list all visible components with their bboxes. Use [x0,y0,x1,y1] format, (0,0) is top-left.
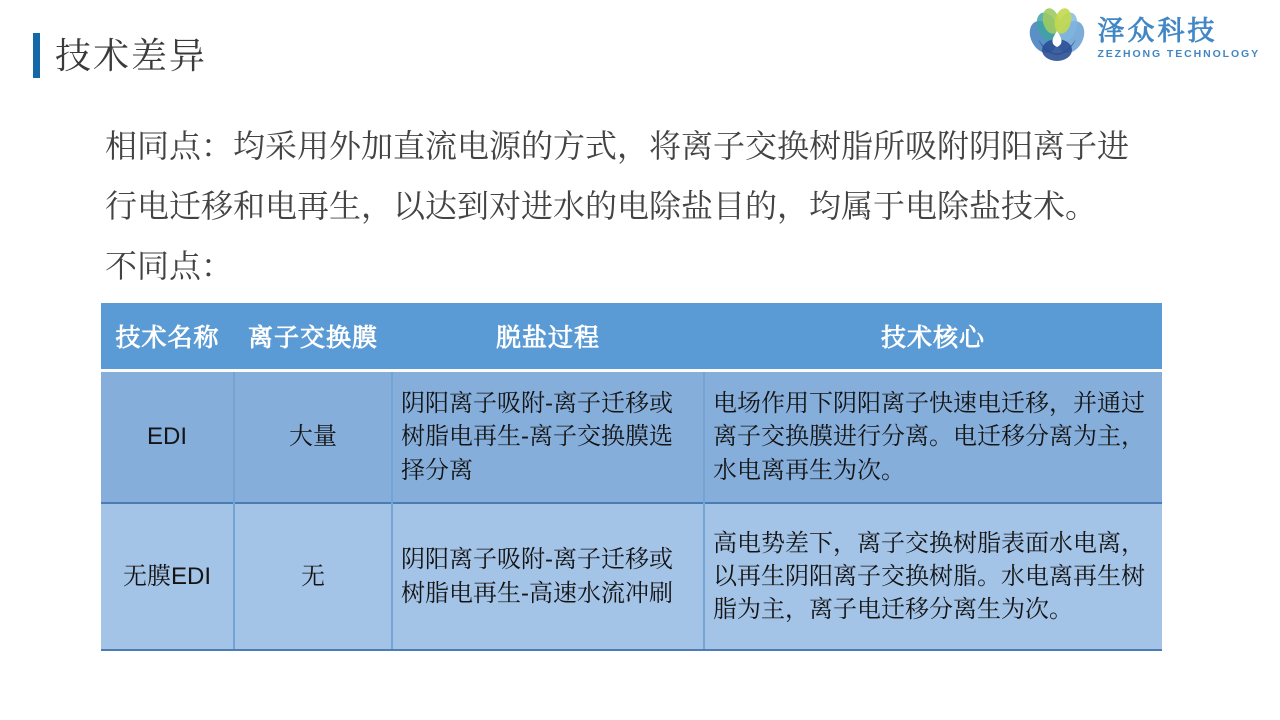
cell-edi-name: EDI [101,371,234,504]
logo-company-name-en: ZEZHONG TECHNOLOGY [1097,48,1260,60]
header-tech-name: 技术名称 [101,303,234,371]
cell-edi-process: 阴阳离子吸附-离子迁移或树脂电再生-离子交换膜选择分离 [392,371,704,504]
slide-title-block [33,33,207,78]
table-header-row [101,303,1162,371]
logo-company-name: 泽众科技 [1097,16,1218,46]
cell-mledi-core: 高电势差下，离子交换树脂表面水电离，以再生阴阳离子交换树脂。水电离再生树脂为主，离子电迁移分离生为次。 [704,503,1162,650]
header-tech-core: 技术核心 [704,303,1162,371]
logo-text-block [1097,16,1260,60]
title-accent-bar [33,33,40,78]
table-row-edi [101,371,1162,504]
page-title: 技术差异 [55,35,208,76]
cell-mledi-process: 阴阳离子吸附-离子迁移或树脂电再生-高速水流冲刷 [392,503,704,650]
lotus-waterdrop-logo-icon [1025,6,1089,70]
header-desalination-process: 脱盐过程 [392,303,704,371]
cell-mledi-name: 无膜EDI [101,503,234,650]
header-ion-exchange-membrane: 离子交换膜 [234,303,392,371]
body-text-block [105,116,1157,296]
cell-edi-membrane: 大量 [234,371,392,504]
cell-edi-core: 电场作用下阴阳离子快速电迁移，并通过离子交换膜进行分离。电迁移分离为主，水电离再生为次。 [704,371,1162,504]
table-row-membraneless-edi [101,503,1162,650]
same-points-paragraph: 相同点：均采用外加直流电源的方式，将离子交换树脂所吸附阴阳离子进行电迁移和电再生，以达到对进水的电除盐目的，均属于电除盐技术。 [105,128,1130,224]
technology-comparison-table [101,303,1162,651]
diff-points-label: 不同点： [105,248,234,284]
cell-mledi-membrane: 无 [234,503,392,650]
company-logo [1025,6,1260,70]
